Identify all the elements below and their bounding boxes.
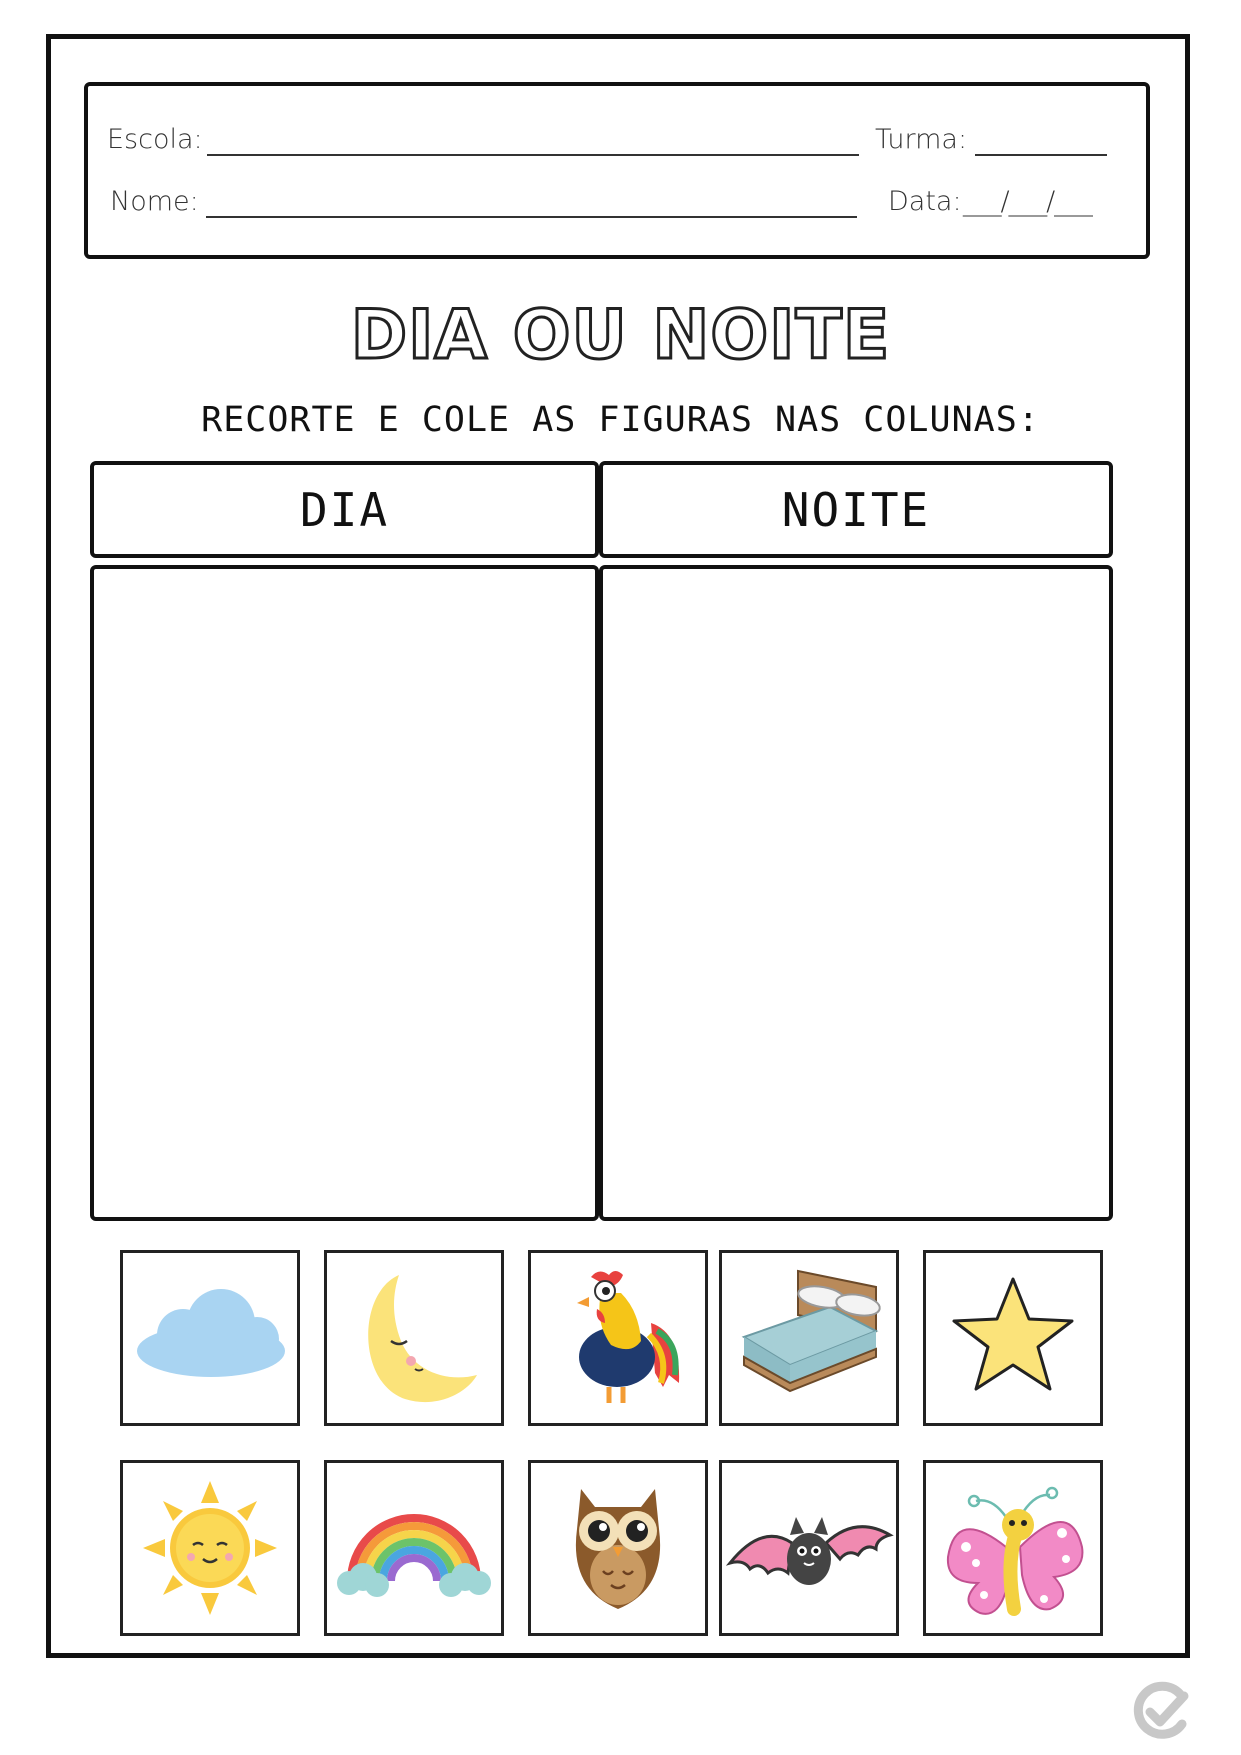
school-label: Escola: bbox=[107, 124, 203, 155]
column-header-dia: DIA bbox=[90, 461, 599, 558]
cloud-icon bbox=[123, 1253, 297, 1423]
butterfly-icon bbox=[926, 1463, 1100, 1633]
date-label: Data: bbox=[888, 186, 962, 217]
column-area-noite[interactable] bbox=[599, 565, 1113, 1221]
card-butterfly[interactable] bbox=[923, 1460, 1103, 1636]
check-logo-icon bbox=[1128, 1680, 1192, 1744]
column-header-noite: NOITE bbox=[599, 461, 1113, 558]
card-cloud[interactable] bbox=[120, 1250, 300, 1426]
moon-icon bbox=[327, 1253, 501, 1423]
card-owl[interactable] bbox=[528, 1460, 708, 1636]
card-bat[interactable] bbox=[719, 1460, 899, 1636]
instruction-text: RECORTE E COLE AS FIGURAS NAS COLUNAS: bbox=[201, 400, 1040, 440]
card-rooster[interactable] bbox=[528, 1250, 708, 1426]
class-field[interactable] bbox=[975, 154, 1107, 156]
card-moon[interactable] bbox=[324, 1250, 504, 1426]
star-icon bbox=[926, 1253, 1100, 1423]
owl-icon bbox=[531, 1463, 705, 1633]
rainbow-icon bbox=[327, 1463, 501, 1633]
name-label: Nome: bbox=[110, 186, 199, 217]
card-sun[interactable] bbox=[120, 1460, 300, 1636]
bed-icon bbox=[722, 1253, 896, 1423]
sun-icon bbox=[123, 1463, 297, 1633]
card-star[interactable] bbox=[923, 1250, 1103, 1426]
school-field[interactable] bbox=[207, 154, 859, 156]
date-field[interactable]: ___/___/___ bbox=[963, 186, 1092, 217]
page-title: DIA OU NOITE bbox=[350, 296, 891, 375]
card-bed[interactable] bbox=[719, 1250, 899, 1426]
student-info-box bbox=[84, 82, 1150, 259]
column-area-dia[interactable] bbox=[90, 565, 599, 1221]
rooster-icon bbox=[531, 1253, 705, 1423]
name-field[interactable] bbox=[206, 216, 857, 218]
class-label: Turma: bbox=[875, 124, 968, 155]
bat-icon bbox=[722, 1463, 896, 1633]
card-rainbow[interactable] bbox=[324, 1460, 504, 1636]
